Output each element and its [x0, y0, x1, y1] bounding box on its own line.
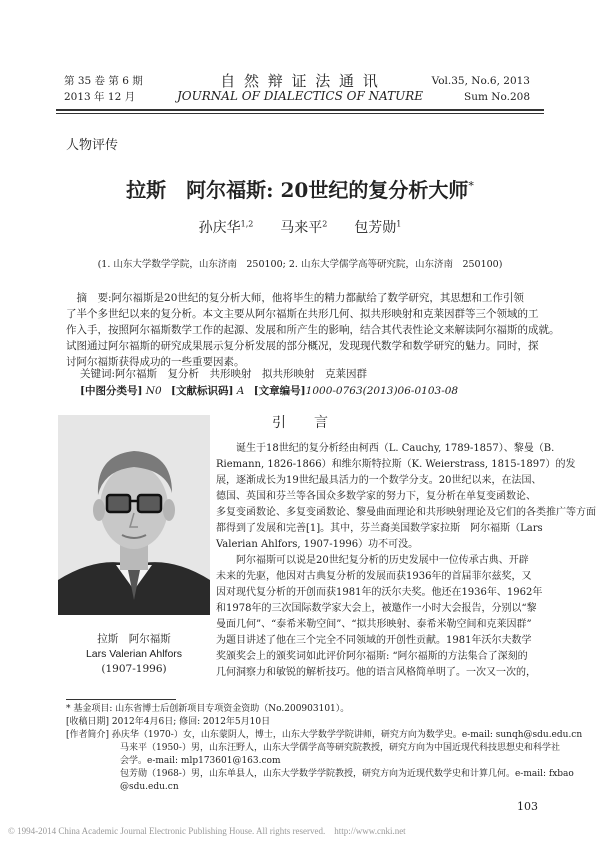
- author-affil-mark: 1,2: [240, 219, 254, 229]
- intro-line: 多复变函数论、多复变函数论、黎曼曲面理论和共形映射理论及它们的各类推广等方面: [216, 507, 596, 518]
- intro-line: 展，逐渐成长为19世纪最具活力的一个数学分支。20世纪以来，在法国、: [216, 475, 542, 486]
- copyright-line: © 1994-2014 China Academic Journal Electronic Publishing House. All rights reserved. http://www.cnki.net: [8, 826, 406, 836]
- keywords-text: 阿尔福斯 复分析 共形映射 拟共形映射 克莱因群: [115, 368, 368, 380]
- keywords-label: 关键词:: [80, 368, 116, 380]
- journal-title-cn: 自 然 辩 证 法 通 讯: [220, 72, 380, 90]
- author-affil-mark: 1: [396, 219, 402, 229]
- intro-line: 几何洞察力和敏锐的解析技巧。他的语言风格简单明了。一次又一次的，: [216, 667, 536, 678]
- author-name: 孙庆华: [198, 220, 241, 236]
- photo-caption-cn: 拉斯 阿尔福斯: [97, 633, 171, 645]
- header-vol-issue-en: Vol.35, No.6, 2013: [431, 75, 530, 87]
- intro-line: 奖颁奖会上的颁奖词如此评价阿尔福斯: “阿尔福斯的方法集合了深刻的: [216, 651, 528, 662]
- intro-line: 都得到了发展和完善[1]。其中，芬兰裔美国数学家拉斯 阿尔福斯（Lars: [216, 523, 543, 534]
- classification-line: [80, 383, 458, 399]
- page-number: 103: [517, 800, 538, 813]
- author-list: [0, 217, 600, 237]
- author-bio-3-cont: @sdu.edu.cn: [120, 782, 179, 792]
- author-bio-2-cont: 会学。e-mail: mlp173601@163.com: [120, 756, 281, 766]
- intro-line: 因对现代复分析的开创而获1981年的沃尔夫奖。他还在1936年、1962年: [216, 587, 543, 598]
- article-id-label: [文章编号]: [253, 385, 306, 397]
- intro-line: 德国、英国和芬兰等各国众多数学家的努力下，复分析在单复变函数论、: [216, 491, 536, 502]
- portrait-illustration: [58, 415, 210, 615]
- photo-caption-years: (1907-1996): [101, 663, 167, 675]
- portrait-photo: [58, 415, 210, 615]
- header-sum-no: Sum No.208: [464, 91, 530, 103]
- author-name: 马来平: [280, 220, 323, 236]
- author-bio-2: 马来平（1950-）男，山东汪野人，山东大学儒学高等研究院教授，研究方向为中国近现代科技思想史和科学社: [120, 743, 560, 753]
- abstract-line-1: 摘 要:阿尔福斯是20世纪的复分析大师，他将毕生的精力都献给了数学研究，其思想和工作引领: [76, 292, 524, 304]
- received-dates: [收稿日期] 2012年4月6日; 修回: 2012年5月10日: [66, 717, 271, 727]
- article-id-value: 1000-0763(2013)06-0103-08: [305, 385, 459, 397]
- photo-caption-en: Lars Valerian Ahlfors: [85, 648, 183, 660]
- intro-line: Valerian Ahlfors, 1907-1996）功不可没。: [216, 539, 419, 550]
- footnote-rule: [66, 699, 176, 700]
- author-bio-1: [作者简介] 孙庆华（1970-）女，山东蒙阴人，博士，山东大学数学学院讲师，研究方向为数学史。e-mail: sunqh@sdu.edu.cn: [66, 730, 583, 740]
- abstract: [66, 290, 560, 370]
- abstract-line: 作入手，按照阿尔福斯数学工作的起源、发展和所产生的影响，结合其代表性论文来解读阿尔福斯的成就。: [66, 324, 560, 336]
- photo-caption: [58, 632, 210, 677]
- title-footnote-mark: *: [468, 179, 474, 193]
- fund-note: * 基金项目: 山东省博士后创新项目专项资金资助（No.200903101）。: [66, 704, 350, 714]
- author-name: 包芳勋: [354, 220, 397, 236]
- abstract-label: 摘 要:: [76, 292, 112, 304]
- doc-code-label: [文献标识码]: [171, 385, 234, 397]
- footnotes: [66, 703, 583, 794]
- header-vol-issue-cn: 第 35 卷 第 6 期: [64, 75, 143, 87]
- intro-line: 未来的先驱，他因对古典复分析的发展而获1936年的首届菲尔兹奖，又: [216, 571, 532, 582]
- clc-value: N0: [145, 385, 162, 397]
- section-label: 人物评传: [66, 138, 119, 153]
- clc-label: [中图分类号]: [80, 385, 143, 397]
- intro-heading: 引 言: [272, 415, 328, 431]
- article-title-wrap: [0, 174, 600, 203]
- intro-line: 曼面几何”、“泰希米勒空间”、“拟共形映射、泰希米勒空间和克莱因群”: [216, 619, 532, 630]
- intro-line: 为题目讲述了他在三个完全不同领域的开创性贡献。1981年沃尔夫数学: [216, 635, 532, 646]
- abstract-line: 了半个多世纪以来的复分析。本文主要从阿尔福斯在共形几何、拟共形映射和克莱因群等三个领域的工: [66, 308, 539, 320]
- abstract-line: 讨阿尔福斯获得成功的一些重要因素。: [66, 356, 245, 368]
- author-affil-mark: 2: [322, 219, 328, 229]
- affiliation: (1. 山东大学数学学院，山东济南 250100; 2. 山东大学儒学高等研究院，山东济南 250100): [97, 259, 503, 270]
- header-rule-thick: [56, 109, 544, 111]
- header-rule-thin: [56, 113, 544, 114]
- journal-title-en: JOURNAL OF DIALECTICS OF NATURE: [176, 89, 424, 103]
- intro-line: 诞生于18世纪的复分析经由柯西（L. Cauchy, 1789-1857）、黎曼（B.: [216, 443, 555, 454]
- intro-line: 和1978年的三次国际数学家大会上，被邀作一小时大会报告，分别以“黎: [216, 603, 537, 614]
- author-bio-3: 包芳勋（1968-）男，山东单县人，山东大学数学学院教授，研究方向为近现代数学史和计算几何。e-mail: fxbao: [120, 769, 574, 779]
- doc-code-value: A: [236, 385, 245, 397]
- abstract-line: 试图通过阿尔福斯的研究成果展示复分析发展的部分概况，发现现代数学和数学研究的魅力。同时，探: [66, 340, 539, 352]
- intro-line: Riemann, 1826-1866）和维尔斯特拉斯（K. Weierstrass, 1815-1897）的发: [216, 459, 576, 470]
- intro-line: 阿尔福斯可以说是20世纪复分析的历史发展中一位传承古典、开辟: [216, 555, 529, 566]
- header-date-cn: 2013 年 12 月: [64, 91, 136, 103]
- intro-paragraphs: [216, 441, 596, 681]
- keywords: [80, 366, 367, 382]
- article-title: 拉斯 阿尔福斯: 20世纪的复分析大师: [126, 178, 469, 202]
